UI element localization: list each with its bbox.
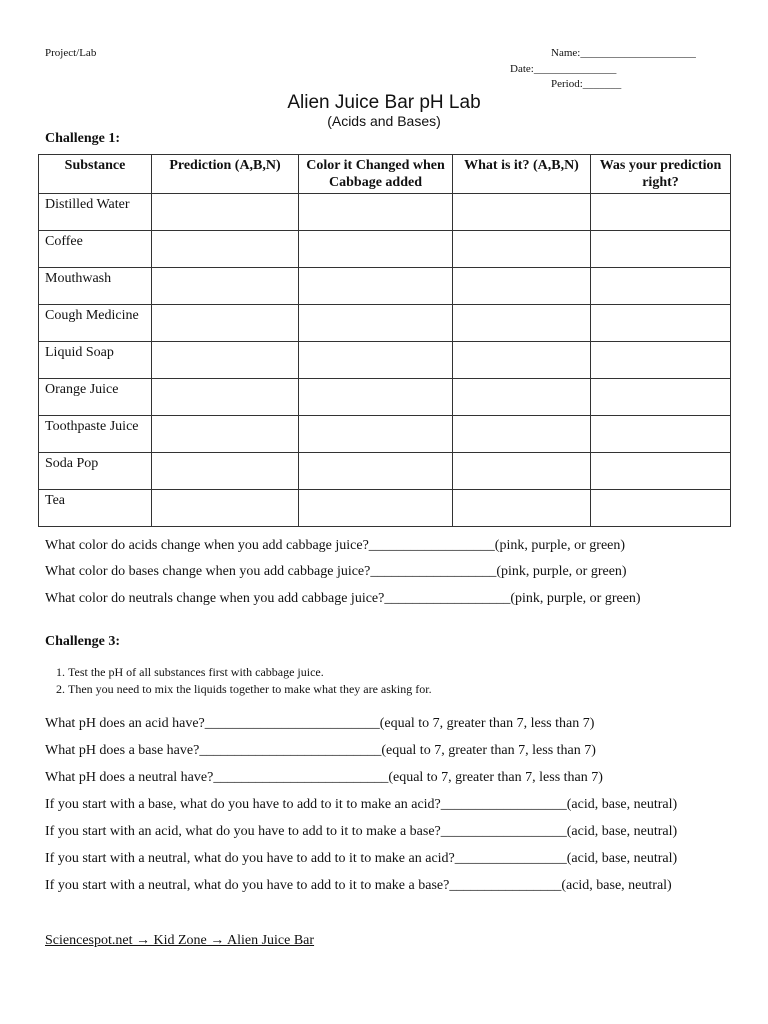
correct-cell[interactable] [591, 194, 731, 231]
neutral-color-question: What color do neutrals change when you add cabbage juice?__________________(pink, purple, or green) [45, 591, 641, 606]
color-cell[interactable] [299, 194, 453, 231]
table-row [39, 453, 731, 490]
color-cell[interactable] [299, 490, 453, 527]
prediction-cell[interactable] [152, 268, 299, 305]
base-to-acid-question: If you start with a base, what do you have to add to it to make an acid?__________________(acid, base, neutral) [45, 797, 678, 812]
result-cell[interactable] [453, 268, 591, 305]
acid-to-base-question: If you start with an acid, what do you have to add to it to make a base?__________________(acid, base, neutral) [45, 824, 678, 839]
correct-cell[interactable] [591, 379, 731, 416]
color-cell[interactable] [299, 305, 453, 342]
results-table [38, 154, 731, 527]
prediction-cell[interactable] [152, 379, 299, 416]
column-header: Was your prediction right? [591, 155, 731, 194]
list-item: 1. Test the pH of all substances first with cabbage juice. [68, 664, 432, 681]
challenge1-heading: Challenge 1: [45, 131, 121, 146]
color-cell[interactable] [299, 342, 453, 379]
color-cell[interactable] [299, 416, 453, 453]
color-cell[interactable] [299, 379, 453, 416]
neutral-ph-question: What pH does a neutral have?_________________________(equal to 7, greater than 7, less than 7) [45, 770, 603, 785]
result-cell[interactable] [453, 379, 591, 416]
prediction-cell[interactable] [152, 305, 299, 342]
neutral-to-acid-question: If you start with a neutral, what do you have to add to it to make an acid?________________(acid, base, neutral) [45, 851, 678, 866]
color-cell[interactable] [299, 453, 453, 490]
neutral-to-base-question: If you start with a neutral, what do you have to add to it to make a base?________________(acid, base, neutral) [45, 878, 672, 893]
prediction-cell[interactable] [152, 453, 299, 490]
table-row [39, 268, 731, 305]
project-label: Project/Lab [45, 47, 97, 59]
color-cell[interactable] [299, 268, 453, 305]
table-row [39, 379, 731, 416]
page-subtitle: (Acids and Bases) [327, 113, 441, 129]
substance-cell: Coffee [39, 231, 152, 268]
prediction-cell[interactable] [152, 194, 299, 231]
substance-cell: Orange Juice [39, 379, 152, 416]
challenge3-heading: Challenge 3: [45, 634, 121, 649]
table-header-row [39, 155, 731, 194]
source-link[interactable]: Sciencespot.net → Kid Zone → Alien Juice Bar [45, 933, 315, 948]
result-cell[interactable] [453, 305, 591, 342]
correct-cell[interactable] [591, 490, 731, 527]
substance-cell: Distilled Water [39, 194, 152, 231]
substance-cell: Cough Medicine [39, 305, 152, 342]
date-field: Date:_______________ [510, 63, 617, 75]
color-cell[interactable] [299, 231, 453, 268]
table-row [39, 342, 731, 379]
substance-cell: Tea [39, 490, 152, 527]
correct-cell[interactable] [591, 453, 731, 490]
table-row [39, 305, 731, 342]
acid-color-question: What color do acids change when you add cabbage juice?__________________(pink, purple, or green) [45, 538, 626, 553]
column-header: Color it Changed when Cabbage added [299, 155, 453, 194]
base-color-question: What color do bases change when you add cabbage juice?__________________(pink, purple, or green) [45, 564, 627, 579]
result-cell[interactable] [453, 490, 591, 527]
result-cell[interactable] [453, 342, 591, 379]
substance-cell: Mouthwash [39, 268, 152, 305]
result-cell[interactable] [453, 416, 591, 453]
base-ph-question: What pH does a base have?__________________________(equal to 7, greater than 7, less than 7) [45, 743, 596, 758]
list-item: 2. Then you need to mix the liquids together to make what they are asking for. [68, 681, 432, 698]
prediction-cell[interactable] [152, 231, 299, 268]
column-header: What is it? (A,B,N) [453, 155, 591, 194]
correct-cell[interactable] [591, 305, 731, 342]
table-row [39, 416, 731, 453]
table-row [39, 194, 731, 231]
correct-cell[interactable] [591, 268, 731, 305]
name-field: Name:_____________________ [551, 47, 696, 59]
substance-cell: Toothpaste Juice [39, 416, 152, 453]
column-header: Substance [39, 155, 152, 194]
acid-ph-question: What pH does an acid have?_________________________(equal to 7, greater than 7, less than 7) [45, 716, 595, 731]
result-cell[interactable] [453, 453, 591, 490]
prediction-cell[interactable] [152, 490, 299, 527]
result-cell[interactable] [453, 231, 591, 268]
prediction-cell[interactable] [152, 342, 299, 379]
prediction-cell[interactable] [152, 416, 299, 453]
table-row [39, 490, 731, 527]
substance-cell: Soda Pop [39, 453, 152, 490]
steps-list [48, 664, 432, 698]
result-cell[interactable] [453, 194, 591, 231]
correct-cell[interactable] [591, 416, 731, 453]
correct-cell[interactable] [591, 231, 731, 268]
column-header: Prediction (A,B,N) [152, 155, 299, 194]
substance-cell: Liquid Soap [39, 342, 152, 379]
correct-cell[interactable] [591, 342, 731, 379]
page-title: Alien Juice Bar pH Lab [287, 92, 481, 113]
table-row [39, 231, 731, 268]
period-field: Period:_______ [551, 78, 622, 90]
